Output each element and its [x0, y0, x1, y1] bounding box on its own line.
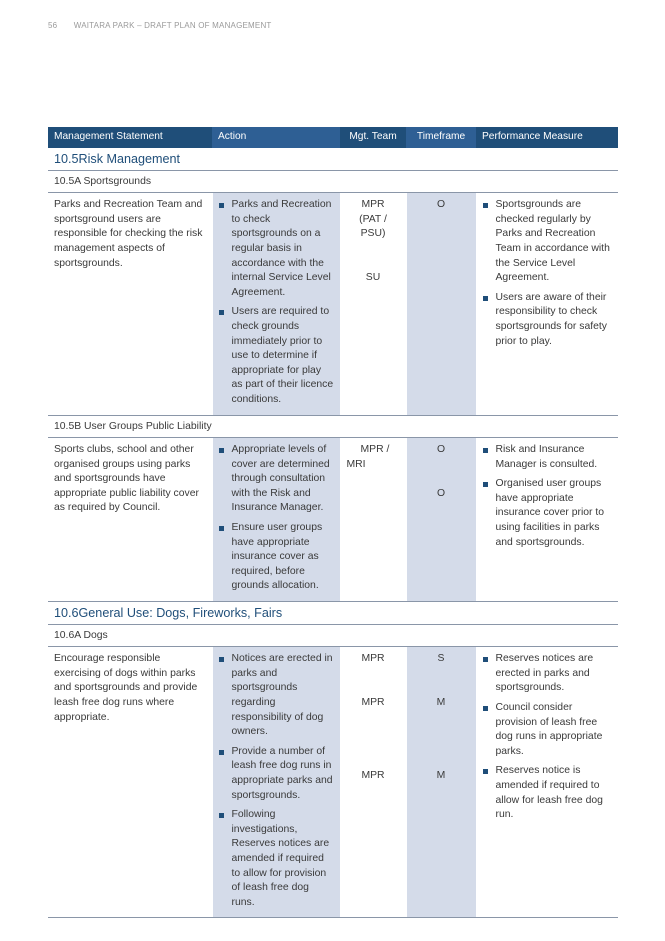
- statement-cell: Sports clubs, school and other organised groups using parks and sportsgrounds have appropriate public liability cover as required by Council.: [48, 438, 212, 602]
- action-cell: [212, 647, 340, 918]
- running-header: [48, 21, 272, 30]
- measure-item: Reserves notices are erected in parks and sportsgrounds.: [483, 652, 613, 696]
- action-item: Following investigations, Reserves notices are amended if required to allow for provision of leash free dog runs.: [219, 808, 334, 910]
- timeframe-cell: [406, 647, 476, 918]
- statement-cell: Encourage responsible exercising of dogs within parks and sportsgrounds and provide leash free dog runs where appropriate.: [48, 647, 212, 918]
- measure-item: Reserves notice is amended if required to allow for leash free dog run.: [483, 764, 613, 822]
- measure-item: Sportsgrounds are checked regularly by Parks and Recreation Team in accordance with the Service Level Agreement.: [483, 198, 613, 286]
- column-header-timeframe: Timeframe: [406, 127, 476, 148]
- team-code: MPR: [361, 769, 385, 781]
- timeframe-code: M: [436, 697, 446, 708]
- subsection-heading-row: [48, 624, 618, 647]
- action-cell: [212, 193, 340, 415]
- performance-cell: [476, 647, 618, 918]
- measure-item: Organised user groups have appropriate insurance cover prior to using facilities in parks and sportsgrounds.: [483, 477, 613, 550]
- mgt-team-cell: [340, 438, 406, 602]
- action-item: Parks and Recreation to check sportsgrounds on a regular basis in accordance with the internal Service Level Agreement.: [219, 198, 334, 300]
- action-item: Ensure user groups have appropriate insurance cover as required, before grounds allocation.: [219, 521, 334, 594]
- table-row: [48, 647, 618, 918]
- action-item: Appropriate levels of cover are determined through consultation with the Risk and Insurance Manager.: [219, 443, 334, 516]
- action-cell: [212, 438, 340, 602]
- timeframe-code: M: [436, 769, 446, 781]
- timeframe-code: O: [436, 444, 446, 456]
- subsection-title: 10.5B User Groups Public Liability: [48, 415, 618, 438]
- management-table: [48, 127, 618, 918]
- statement-cell: Parks and Recreation Team and sportsground users are responsible for checking the risk management aspects of sportsgrounds.: [48, 193, 212, 415]
- subsection-title: 10.6A Dogs: [48, 624, 618, 647]
- timeframe-cell: [406, 193, 476, 415]
- subsection-heading-row: [48, 170, 618, 193]
- section-heading-row: [48, 148, 618, 170]
- column-header-mgt-team: Mgt. Team: [340, 127, 406, 148]
- mgt-team-cell: [340, 193, 406, 415]
- action-item: Provide a number of leash free dog runs in appropriate parks and sportsgrounds.: [219, 745, 334, 803]
- action-item: Notices are erected in parks and sportsgrounds regarding responsibility of dog owners.: [219, 652, 334, 740]
- team-code: MPR: [361, 653, 385, 665]
- team-code: MPR: [361, 697, 385, 708]
- measure-item: Risk and Insurance Manager is consulted.: [483, 443, 613, 472]
- section-heading-row: [48, 602, 618, 625]
- team-code: MPR /: [360, 444, 390, 456]
- column-header-performance: Performance Measure: [476, 127, 618, 148]
- column-header-action: Action: [212, 127, 340, 148]
- table-row: [48, 438, 618, 602]
- table-row: [48, 193, 618, 415]
- mgt-team-cell: [340, 647, 406, 918]
- timeframe-code: O: [436, 487, 446, 499]
- subsection-heading-row: [48, 415, 618, 438]
- performance-cell: [476, 193, 618, 415]
- table-header-row: [48, 127, 618, 148]
- measure-item: Council consider provision of leash free dog runs in appropriate parks.: [483, 701, 613, 759]
- timeframe-code: O: [436, 199, 446, 211]
- action-item: Users are required to check grounds immediately prior to use to determine if appropriate for play as part of their licence conditions.: [219, 305, 334, 407]
- subsection-title: 10.5A Sportsgrounds: [48, 170, 618, 193]
- team-code: MPR: [361, 199, 385, 211]
- measure-item: Users are aware of their responsibility to check sportsgrounds for safety prior to play.: [483, 291, 613, 349]
- column-header-statement: Management Statement: [48, 127, 212, 148]
- team-code: SU: [365, 272, 381, 284]
- page-number: 56: [48, 21, 58, 30]
- section-title: 10.6General Use: Dogs, Fireworks, Fairs: [48, 602, 618, 625]
- timeframe-cell: [406, 438, 476, 602]
- section-title: 10.5Risk Management: [48, 148, 618, 170]
- team-code: MRI: [346, 458, 366, 470]
- team-code: (PAT / PSU): [359, 213, 387, 240]
- timeframe-code: S: [437, 653, 445, 665]
- performance-cell: [476, 438, 618, 602]
- running-title: WAITARA PARK – DRAFT PLAN OF MANAGEMENT: [73, 21, 272, 30]
